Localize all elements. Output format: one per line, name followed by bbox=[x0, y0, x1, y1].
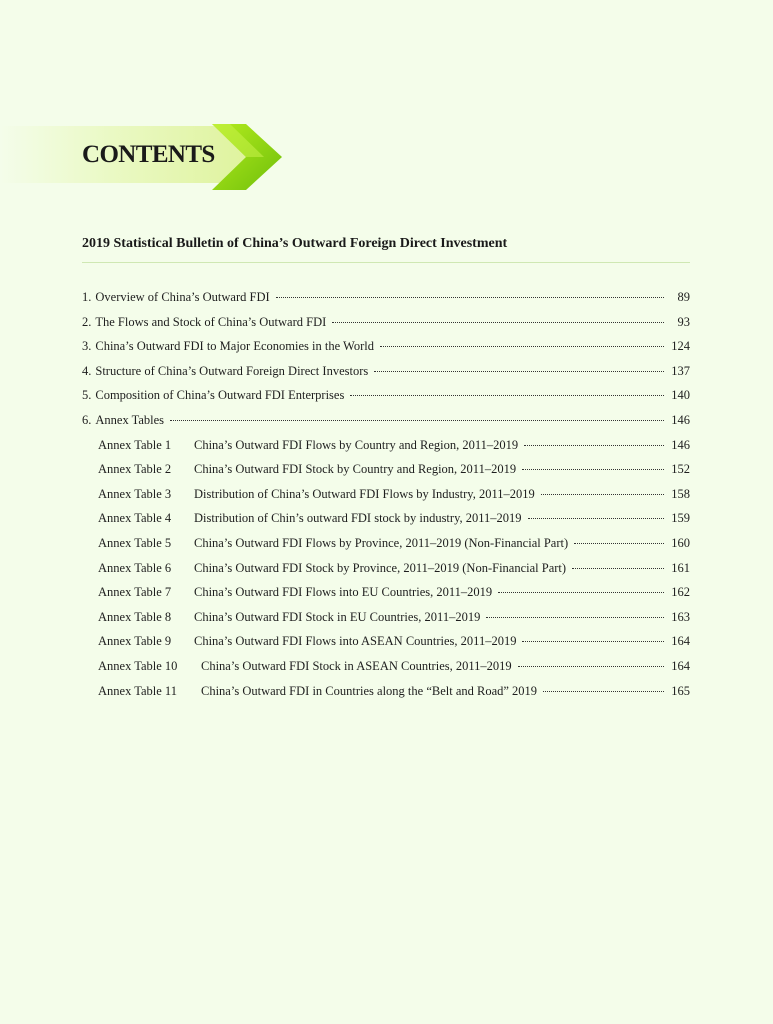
annex-table-label: Annex Table 7 bbox=[98, 585, 172, 600]
annex-table-page: 160 bbox=[671, 535, 690, 550]
toc-entry-annex-4[interactable] bbox=[82, 506, 690, 531]
annex-table-label: Annex Table 5 bbox=[98, 535, 172, 550]
toc-entry-annex-6[interactable] bbox=[82, 556, 690, 581]
annex-table-page: 164 bbox=[671, 634, 690, 649]
annex-table-page: 163 bbox=[671, 609, 690, 624]
annex-table-title: China’s Outward FDI Stock by Country and Region, 2011–2019 bbox=[194, 462, 517, 477]
dot-leader bbox=[522, 641, 664, 642]
toc-entry-number: 5. bbox=[82, 388, 92, 403]
toc-entry-number: 3. bbox=[82, 339, 92, 354]
toc-entry-title: Structure of China’s Outward Foreign Direct Investors bbox=[95, 363, 369, 378]
toc-entry-number: 6. bbox=[82, 412, 92, 427]
annex-table-title: China’s Outward FDI Flows by Country and Region, 2011–2019 bbox=[194, 437, 519, 452]
toc-entry-number: 1. bbox=[82, 290, 92, 304]
annex-table-label: Annex Table 1 bbox=[98, 437, 172, 452]
dot-leader bbox=[350, 395, 664, 396]
toc-entry-section-4[interactable] bbox=[82, 359, 690, 384]
toc-entry-annex-9[interactable] bbox=[82, 629, 690, 654]
toc-entry-page: 140 bbox=[671, 388, 690, 403]
toc-entry-number: 4. bbox=[82, 363, 92, 378]
dot-leader bbox=[574, 543, 664, 544]
toc-entry-section-1[interactable] bbox=[82, 285, 690, 310]
toc-entry-section-5[interactable] bbox=[82, 383, 690, 408]
dot-leader bbox=[528, 518, 664, 519]
annex-table-page: 152 bbox=[671, 462, 690, 477]
dot-leader bbox=[332, 322, 664, 323]
toc-entry-annex-3[interactable] bbox=[82, 482, 690, 507]
dot-leader bbox=[543, 691, 664, 692]
toc-entry-section-2[interactable] bbox=[82, 310, 690, 335]
annex-table-label: Annex Table 6 bbox=[98, 560, 172, 575]
annex-table-label: Annex Table 9 bbox=[98, 634, 172, 649]
toc-entry-annex-5[interactable] bbox=[82, 531, 690, 556]
dot-leader bbox=[374, 371, 664, 372]
toc-entry-section-6[interactable] bbox=[82, 408, 690, 433]
contents-title: CONTENTS bbox=[82, 141, 215, 168]
document-subtitle: 2019 Statistical Bulletin of China’s Outward Foreign Direct Investment bbox=[82, 236, 508, 251]
toc-entry-annex-1[interactable] bbox=[82, 433, 690, 458]
annex-table-page: 161 bbox=[671, 560, 690, 575]
annex-table-title: China’s Outward FDI Flows into ASEAN Countries, 2011–2019 bbox=[194, 634, 517, 649]
dot-leader bbox=[498, 592, 664, 593]
annex-table-page: 146 bbox=[671, 437, 690, 452]
annex-table-label: Annex Table 3 bbox=[98, 486, 172, 501]
dot-leader bbox=[524, 445, 664, 446]
dot-leader bbox=[572, 568, 664, 569]
table-of-contents bbox=[82, 285, 690, 703]
toc-entry-page: 93 bbox=[677, 314, 690, 329]
annex-table-page: 162 bbox=[671, 585, 690, 600]
annex-table-page: 165 bbox=[671, 683, 690, 698]
toc-entry-number: 2. bbox=[82, 314, 92, 329]
toc-entry-annex-11[interactable] bbox=[82, 679, 690, 704]
annex-table-page: 158 bbox=[671, 486, 690, 501]
dot-leader bbox=[541, 494, 664, 495]
annex-table-label: Annex Table 4 bbox=[98, 511, 172, 526]
toc-entry-title: Composition of China’s Outward FDI Enterprises bbox=[95, 388, 345, 403]
annex-table-label: Annex Table 10 bbox=[98, 658, 178, 673]
annex-table-title: China’s Outward FDI Stock by Province, 2011–2019 (Non-Financial Part) bbox=[194, 560, 567, 575]
toc-entry-annex-7[interactable] bbox=[82, 580, 690, 605]
dot-leader bbox=[170, 420, 664, 421]
toc-entry-annex-10[interactable] bbox=[82, 654, 690, 679]
toc-entry-title: Annex Tables bbox=[95, 412, 165, 427]
toc-entry-title: China’s Outward FDI to Major Economies in the World bbox=[95, 339, 374, 354]
annex-table-title: China’s Outward FDI Stock in EU Countries, 2011–2019 bbox=[194, 609, 481, 624]
dot-leader bbox=[380, 346, 664, 347]
annex-table-page: 159 bbox=[671, 511, 690, 526]
toc-entry-page: 89 bbox=[677, 290, 690, 304]
annex-table-label: Annex Table 11 bbox=[98, 683, 177, 698]
annex-table-page: 164 bbox=[671, 658, 690, 673]
toc-entry-section-3[interactable] bbox=[82, 334, 690, 359]
annex-table-label: Annex Table 2 bbox=[98, 462, 172, 477]
toc-entry-page: 124 bbox=[671, 339, 690, 354]
toc-entry-title: Overview of China’s Outward FDI bbox=[95, 290, 270, 304]
dot-leader bbox=[518, 666, 664, 667]
annex-table-title: China’s Outward FDI Flows by Province, 2011–2019 (Non-Financial Part) bbox=[194, 535, 569, 550]
title-divider bbox=[82, 262, 690, 263]
annex-table-title: China’s Outward FDI Flows into EU Countries, 2011–2019 bbox=[194, 585, 493, 600]
annex-table-title: China’s Outward FDI in Countries along the “Belt and Road” 2019 bbox=[201, 683, 538, 698]
dot-leader bbox=[486, 617, 664, 618]
toc-entry-page: 137 bbox=[671, 363, 690, 378]
annex-table-title: Distribution of Chin’s outward FDI stock by industry, 2011–2019 bbox=[194, 511, 522, 526]
toc-entry-annex-8[interactable] bbox=[82, 605, 690, 630]
annex-table-title: China’s Outward FDI Stock in ASEAN Countries, 2011–2019 bbox=[201, 658, 512, 673]
annex-table-label: Annex Table 8 bbox=[98, 609, 172, 624]
toc-entry-annex-2[interactable] bbox=[82, 457, 690, 482]
dot-leader bbox=[276, 297, 664, 298]
toc-entry-page: 146 bbox=[671, 412, 690, 427]
dot-leader bbox=[522, 469, 664, 470]
annex-table-title: Distribution of China’s Outward FDI Flows by Industry, 2011–2019 bbox=[194, 486, 535, 501]
toc-entry-title: The Flows and Stock of China’s Outward FDI bbox=[95, 314, 327, 329]
